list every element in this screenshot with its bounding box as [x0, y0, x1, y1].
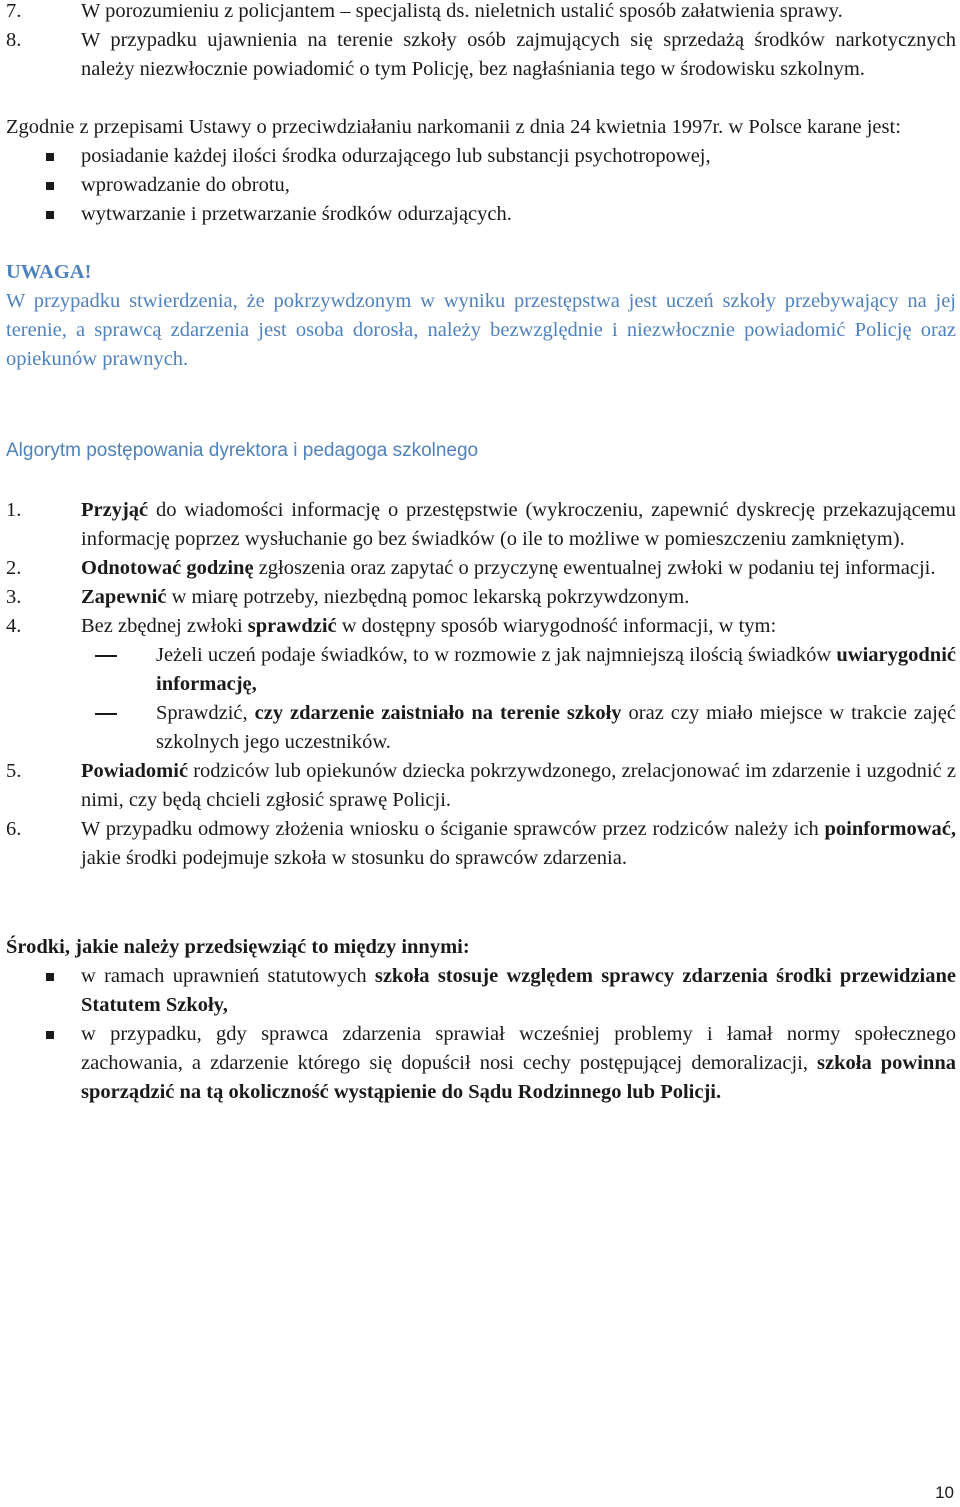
list-item [6, 26, 956, 84]
bullet-text: posiadanie każdej ilości środka odurzającego lub substancji psychotropowej, [81, 145, 711, 167]
warning-paragraph: W przypadku stwierdzenia, że pokrzywdzonym w wyniku przestępstwa jest uczeń szkoły przebywający na jej terenie, a sprawcą zdarzenia jest osoba dorosła, należy bezwzględnie i niezwłocznie powiadomić Policję oraz opiekunów prawnych. [6, 290, 956, 370]
step-text: w miarę potrzeby, niezbędną pomoc lekarską pokrzywdzonym. [166, 586, 690, 608]
sub-item-keyword: uwiarygodnić informację, [156, 644, 956, 695]
bullet-item [6, 962, 956, 1020]
sub-item [6, 699, 956, 757]
bullet-item [6, 1020, 956, 1107]
list-item-text: W przypadku ujawnienia na terenie szkoły osób zajmujących się sprzedażą środków narkotycznych należy niezwłocznie powiadomić o tym Policję, bez nagłaśniania tego w środowisku szkolnym. [81, 29, 956, 80]
list-number: 5. [6, 760, 22, 782]
step-text: jakie środki podejmuje szkoła w stosunku do sprawców zdarzenia. [81, 847, 627, 869]
measures-heading [6, 933, 956, 962]
square-bullet-icon [46, 973, 54, 981]
algorithm-step-6 [6, 815, 956, 873]
algorithm-step-4 [6, 612, 956, 641]
bullet-text: wprowadzanie do obrotu, [81, 174, 290, 196]
bullet-item [6, 171, 956, 200]
square-bullet-icon [46, 1031, 54, 1039]
list-number: 3. [6, 586, 22, 608]
list-number: 1. [6, 499, 22, 521]
page-number: 10 [935, 1483, 954, 1502]
warning-label: UWAGA! [6, 261, 92, 283]
list-number: 7. [6, 0, 22, 22]
document-page [6, 0, 956, 1107]
step-text: Bez zbędnej zwłoki [81, 615, 248, 637]
step-keyword: Odnotować godzinę [81, 557, 254, 579]
step-text: w dostępny sposób wiarygodność informacji, w tym: [336, 615, 777, 637]
square-bullet-icon [46, 211, 54, 219]
step-text: rodziców lub opiekunów dziecka pokrzywdzonego, zrelacjonować im zdarzenie i uzgodnić z nimi, czy będą chcieli zgłosić sprawę Policji. [81, 760, 956, 811]
sub-item-text: oraz czy miało miejsce w trakcie zajęć szkolnych jego uczestników. [156, 702, 956, 753]
step-keyword: Przyjąć [81, 499, 149, 521]
algorithm-step-1 [6, 496, 956, 554]
bullet-keyword: szkoła powinna sporządzić na tą okoliczność wystąpienie do Sądu Rodzinnego lub Policji. [81, 1052, 956, 1103]
list-number: 2. [6, 557, 22, 579]
sub-item-keyword: czy zdarzenie zaistniało na terenie szkoły [254, 702, 622, 724]
bullet-text: w przypadku, gdy sprawca zdarzenia sprawiał wcześniej problemy i łamał normy społecznego zachowania, a zdarzenie którego się dopuścił nosi cechy postępującej demoralizacji, [81, 1023, 956, 1074]
sub-item-text: Jeżeli uczeń podaje świadków, to w rozmowie z jak najmniejszą ilością świadków [156, 644, 837, 666]
algorithm-step-3 [6, 583, 956, 612]
step-text: W przypadku odmowy złożenia wniosku o ściganie sprawców przez rodziców należy ich [81, 818, 825, 840]
law-intro-paragraph: Zgodnie z przepisami Ustawy o przeciwdziałaniu narkomanii z dnia 24 kwietnia 1997r. w Polsce karane jest: [6, 116, 901, 138]
square-bullet-icon [46, 153, 54, 161]
step-keyword: Zapewnić [81, 586, 167, 608]
list-number: 8. [6, 29, 22, 51]
dash-bullet-icon [95, 713, 117, 715]
step-text: do wiadomości informację o przestępstwie (wykroczeniu, zapewnić dyskrecję przekazującemu informację poprzez wysłuchanie go bez świadków (o ile to możliwe w pomieszczeniu zamkniętym). [81, 499, 956, 550]
algorithm-heading: Algorytm postępowania dyrektora i pedagoga szkolnego [6, 440, 479, 461]
list-number: 6. [6, 818, 22, 840]
square-bullet-icon [46, 182, 54, 190]
list-item-text: W porozumieniu z policjantem – specjalistą ds. nieletnich ustalić sposób załatwienia sprawy. [81, 0, 843, 22]
step-text: zgłoszenia oraz zapytać o przyczynę ewentualnej zwłoki w podaniu tej informacji. [253, 557, 936, 579]
dash-bullet-icon [95, 655, 117, 657]
step-keyword: Powiadomić [81, 760, 189, 782]
sub-item [6, 641, 956, 699]
list-item [6, 0, 956, 26]
bullet-item [6, 200, 956, 229]
algorithm-step-2 [6, 554, 956, 583]
step-keyword: sprawdzić [247, 615, 337, 637]
sub-item-text: Sprawdzić, [156, 702, 255, 724]
list-number: 4. [6, 615, 22, 637]
algorithm-step-5 [6, 757, 956, 815]
bullet-keyword: szkoła stosuje względem sprawcy zdarzenia środki przewidziane Statutem Szkoły, [81, 965, 956, 1016]
bullet-item [6, 142, 956, 171]
bullet-text: w ramach uprawnień statutowych [81, 965, 375, 987]
step-keyword: poinformować, [824, 818, 956, 840]
bullet-text: wytwarzanie i przetwarzanie środków odurzających. [81, 203, 512, 225]
measures-heading-text: Środki, jakie należy przedsięwziąć to między innymi: [6, 936, 470, 958]
